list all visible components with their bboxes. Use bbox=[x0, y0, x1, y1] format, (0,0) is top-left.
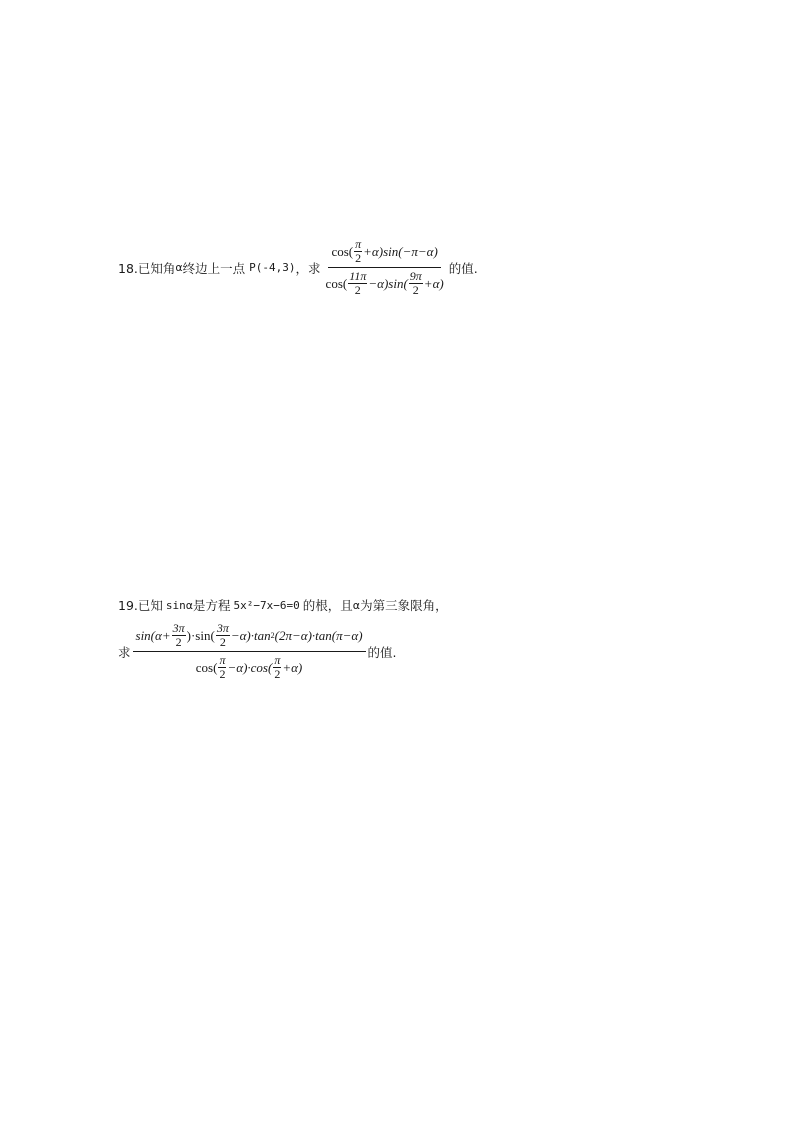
problem-19-ask: 求 bbox=[118, 644, 131, 660]
problem-19-fraction bbox=[133, 622, 366, 681]
eleven-pi-over-2: 11π 2 bbox=[349, 269, 367, 297]
problem-18-numerator: cos( π 2 +α)sin(−π−α) bbox=[328, 238, 440, 268]
problem-19-numerator: sin(α+ $\frac{3\pi}{2}$ )·sin( 3π 2 −α)·tan 2 (2π−α)·tan(π−α) bbox=[133, 622, 366, 652]
alpha-symbol-2: α bbox=[352, 598, 361, 612]
problem-18-suffix: 的值. bbox=[448, 260, 478, 276]
problem-19-line-2 bbox=[118, 622, 397, 681]
sin-label: sin bbox=[165, 598, 186, 612]
problem-19-text-2: 的根，且 bbox=[302, 598, 353, 613]
problem-19-suffix: 的值. bbox=[367, 644, 397, 660]
three-pi-over-2-b: 3π 2 bbox=[216, 621, 229, 649]
problem-19-prefix: 19.已知 bbox=[118, 598, 163, 613]
alpha-symbol: α bbox=[185, 598, 194, 612]
problem-18-prefix: 18.已知角 bbox=[118, 260, 176, 276]
point-coordinates: P(-4,3) bbox=[249, 261, 296, 274]
three-pi-over-2: $\frac{3\pi}{2}$ bbox=[172, 621, 185, 649]
problem-18-ask: ，求 bbox=[295, 260, 321, 276]
quadratic-equation: 5x²−7x−6=0 bbox=[233, 598, 300, 612]
problem-19-line-1 bbox=[118, 596, 448, 614]
pi-over-2-b: π 2 bbox=[274, 653, 281, 681]
problem-19-text-3: 为第三象限角， bbox=[360, 598, 448, 613]
alpha-symbol: α bbox=[175, 261, 183, 274]
problem-18-text: 终边上一点 bbox=[182, 260, 246, 276]
problem-19-text: 是方程 bbox=[193, 598, 231, 613]
pi-over-2-a: π 2 bbox=[219, 653, 226, 681]
problem-19-denominator: cos( π 2 −α)·cos( π 2 +α) bbox=[195, 653, 303, 681]
problem-18-denominator: cos( 11π 2 −α)sin( 9π 2 +α) bbox=[325, 269, 444, 297]
problem-18-fraction bbox=[323, 238, 447, 297]
pi-over-2: π 2 bbox=[355, 237, 362, 265]
problem-18 bbox=[118, 238, 478, 297]
nine-pi-over-2: 9π 2 bbox=[409, 269, 422, 297]
